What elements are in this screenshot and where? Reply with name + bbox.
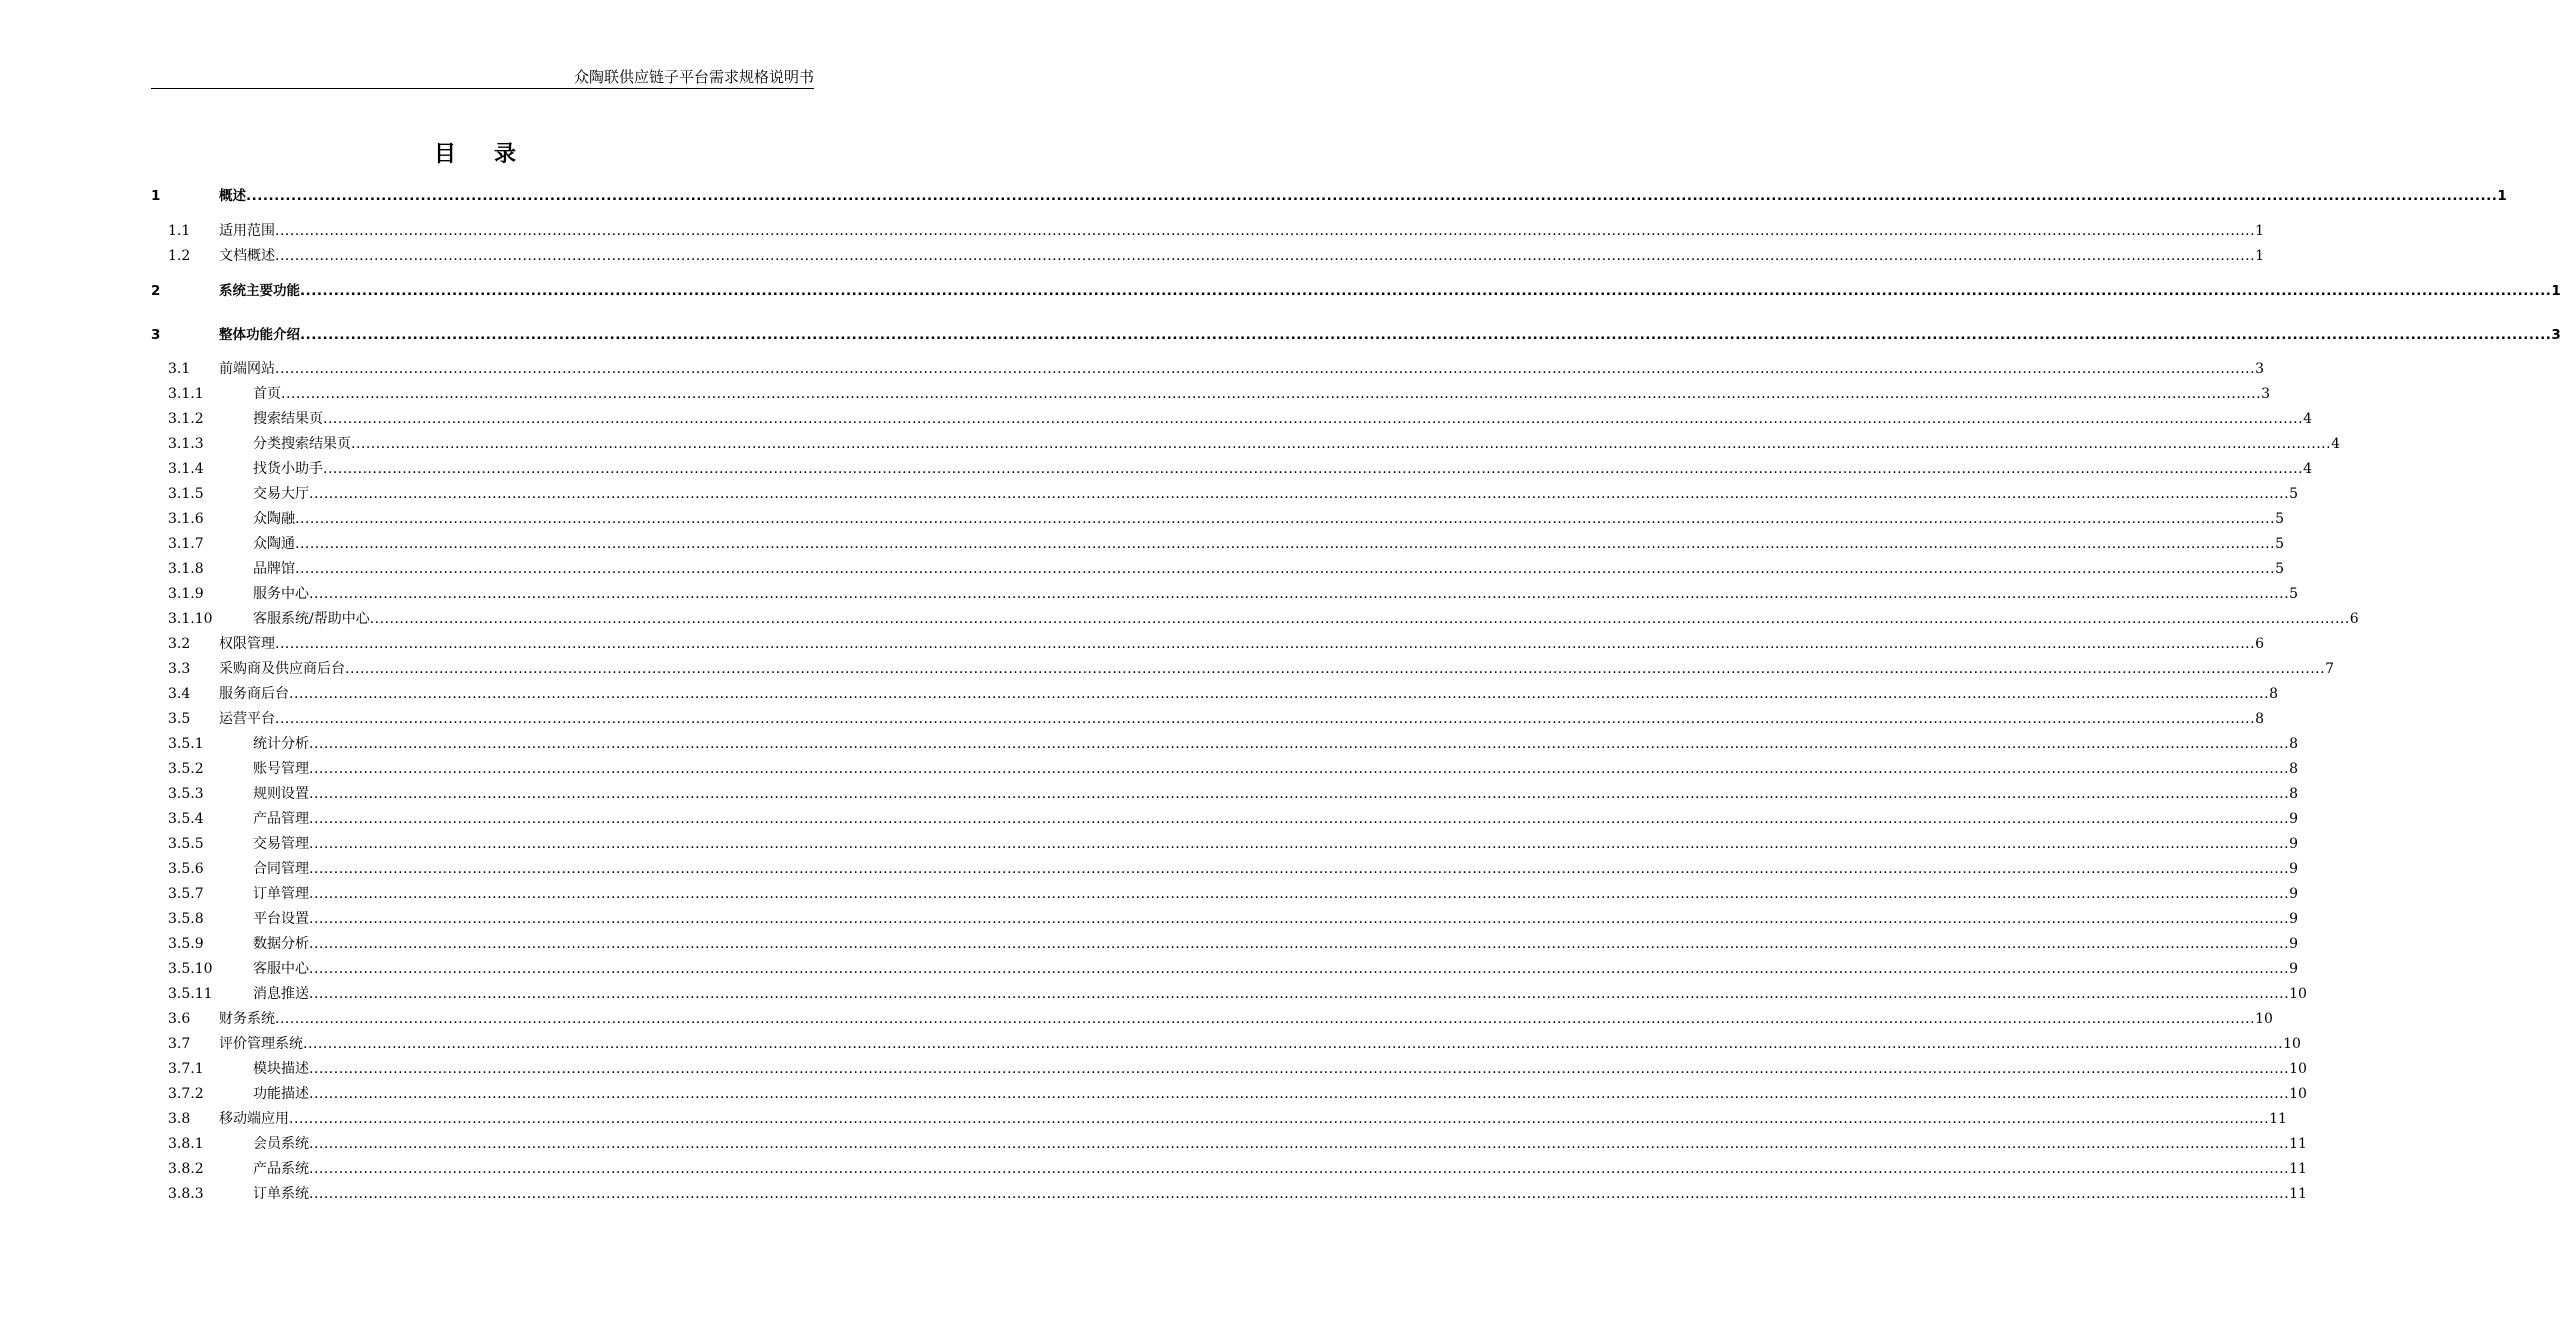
- dot-leader: ................................................................................................................................................................................................................................................................................................................................................................................................................: [309, 1061, 2290, 1077]
- toc-entry-title: 移动端应用: [219, 1111, 289, 1127]
- toc-entry-number: 3.5.9: [168, 936, 204, 952]
- toc-entry-title: 服务中心: [253, 586, 309, 602]
- dot-leader: ................................................................................................................................................................................................................................................................................................................................................................................................................: [275, 248, 2256, 264]
- toc-entry-title: 采购商及供应商后台: [219, 661, 345, 677]
- toc-entry-page: 9: [2289, 911, 2298, 927]
- toc-entry[interactable]: [151, 220, 2264, 242]
- toc-entry-page: 10: [2255, 1011, 2273, 1027]
- dot-leader: ................................................................................................................................................................................................................................................................................................................................................................................................................: [309, 1186, 2290, 1202]
- toc-entry-number: 3.1.9: [168, 586, 204, 602]
- toc-entry-number: 3.5.4: [168, 811, 204, 827]
- toc-entry[interactable]: [151, 533, 2284, 555]
- toc-entry-title: 订单管理: [253, 886, 309, 902]
- dot-leader: ................................................................................................................................................................................................................................................................................................................................................................................................................: [369, 611, 2350, 627]
- toc-entry-number: 3.4: [168, 686, 191, 702]
- toc-entry-title: 品牌馆: [253, 561, 295, 577]
- toc-entry-page: 11: [2289, 1161, 2307, 1177]
- dot-leader: ................................................................................................................................................................................................................................................................................................................................................................................................................: [309, 886, 2290, 902]
- dot-leader: ................................................................................................................................................................................................................................................................................................................................................................................................................: [289, 1111, 2270, 1127]
- toc-entry-page: 9: [2289, 811, 2298, 827]
- toc-entry-number: 3.1: [168, 361, 191, 377]
- toc-entry-title: 权限管理: [219, 636, 275, 652]
- dot-leader: ................................................................................................................................................................................................................................................................................................................................................................................................................: [309, 836, 2290, 852]
- toc-entry-title: 会员系统: [253, 1136, 309, 1152]
- dot-leader: ................................................................................................................................................................................................................................................................................................................................................................................................................: [309, 861, 2290, 877]
- toc-entry-page: 3: [2261, 386, 2270, 402]
- toc-entry-page: 11: [2269, 1111, 2287, 1127]
- toc-entry-number: 3.5.6: [168, 861, 204, 877]
- toc-entry-number: 3.5.7: [168, 886, 204, 902]
- toc-entry-number: 3.1.1: [168, 386, 204, 402]
- toc-entry-page: 4: [2331, 436, 2340, 452]
- toc-entry[interactable]: [151, 958, 2298, 980]
- dot-leader: ................................................................................................................................................................................................................................................................................................................................................................................................................: [309, 911, 2290, 927]
- toc-entry-number: 3.1.8: [168, 561, 204, 577]
- dot-leader: ................................................................................................................................................................................................................................................................................................................................................................................................................: [275, 361, 2256, 377]
- toc-entry[interactable]: [151, 383, 2270, 405]
- toc-entry-page: 1: [2255, 248, 2264, 264]
- toc-entry-title: 数据分析: [253, 936, 309, 952]
- toc-entry[interactable]: [151, 833, 2298, 855]
- toc-entry-number: 3.3: [168, 661, 191, 677]
- toc-entry-page: 8: [2289, 786, 2298, 802]
- toc-entry-page: 3: [2551, 327, 2561, 343]
- dot-leader: ................................................................................................................................................................................................................................................................................................................................................................................................................: [309, 761, 2290, 777]
- toc-entry[interactable]: [151, 933, 2298, 955]
- dot-leader: ................................................................................................................................................................................................................................................................................................................................................................................................................: [300, 283, 2552, 299]
- toc-entry[interactable]: [151, 1183, 2307, 1205]
- toc-entry-number: 3.8: [168, 1111, 191, 1127]
- toc-entry-number: 3.1.3: [168, 436, 204, 452]
- toc-entry-number: 3.1.7: [168, 536, 204, 552]
- toc-entry-number: 3.1.4: [168, 461, 204, 477]
- toc-entry-title: 服务商后台: [219, 686, 289, 702]
- toc-entry-title: 评价管理系统: [219, 1036, 303, 1052]
- toc-entry-page: 5: [2289, 586, 2298, 602]
- toc-entry-title: 模块描述: [253, 1061, 309, 1077]
- toc-entry-title: 交易管理: [253, 836, 309, 852]
- toc-entry-page: 7: [2325, 661, 2334, 677]
- toc-entry[interactable]: [151, 185, 2507, 207]
- dot-leader: ................................................................................................................................................................................................................................................................................................................................................................................................................: [309, 961, 2290, 977]
- toc-entry-page: 10: [2289, 1086, 2307, 1102]
- dot-leader: ................................................................................................................................................................................................................................................................................................................................................................................................................: [300, 327, 2552, 343]
- toc-entry-title: 众陶通: [253, 536, 295, 552]
- dot-leader: ................................................................................................................................................................................................................................................................................................................................................................................................................: [289, 686, 2270, 702]
- toc-entry-page: 3: [2255, 361, 2264, 377]
- toc-entry-number: 3.5.2: [168, 761, 204, 777]
- toc-entry-number: 3.5.1: [168, 736, 204, 752]
- toc-entry-page: 10: [2289, 1061, 2307, 1077]
- toc-entry[interactable]: [151, 608, 2359, 630]
- toc-entry-number: 2: [151, 283, 161, 299]
- toc-entry-title: 前端网站: [219, 361, 275, 377]
- toc-entry[interactable]: [151, 358, 2264, 380]
- toc-entry-number: 3.1.2: [168, 411, 204, 427]
- toc-entry-number: 3.5.11: [168, 986, 213, 1002]
- toc-entry[interactable]: [151, 1083, 2307, 1105]
- toc-entry-number: 3.5.10: [168, 961, 213, 977]
- toc-entry-page: 8: [2289, 761, 2298, 777]
- dot-leader: ................................................................................................................................................................................................................................................................................................................................................................................................................: [246, 188, 2498, 204]
- toc-entry-number: 3.6: [168, 1011, 191, 1027]
- dot-leader: ................................................................................................................................................................................................................................................................................................................................................................................................................: [309, 936, 2290, 952]
- toc-entry[interactable]: [151, 858, 2298, 880]
- dot-leader: ................................................................................................................................................................................................................................................................................................................................................................................................................: [309, 486, 2290, 502]
- toc-entry-title: 消息推送: [253, 986, 309, 1002]
- toc-entry[interactable]: [151, 280, 2561, 302]
- toc-entry-title: 规则设置: [253, 786, 309, 802]
- toc-entry-number: 3.1.10: [168, 611, 213, 627]
- toc-entry-number: 3.5: [168, 711, 191, 727]
- toc-entry-title: 众陶融: [253, 511, 295, 527]
- page-header: [151, 66, 814, 89]
- toc-entry-title: 产品管理: [253, 811, 309, 827]
- toc-entry[interactable]: [151, 433, 2340, 455]
- toc-entry[interactable]: [151, 483, 2298, 505]
- toc-entry-title: 首页: [253, 386, 281, 402]
- toc-entry-number: 1: [151, 188, 161, 204]
- toc-entry-title: 平台设置: [253, 911, 309, 927]
- dot-leader: ................................................................................................................................................................................................................................................................................................................................................................................................................: [295, 561, 2276, 577]
- dot-leader: ................................................................................................................................................................................................................................................................................................................................................................................................................: [345, 661, 2326, 677]
- toc-entry[interactable]: [151, 1058, 2307, 1080]
- toc-entry-title: 找货小助手: [253, 461, 323, 477]
- toc-entry[interactable]: [151, 324, 2561, 346]
- toc-entry-number: 3.1.6: [168, 511, 204, 527]
- toc-entry-title: 运营平台: [219, 711, 275, 727]
- toc-entry-number: 1.2: [168, 248, 191, 264]
- toc-entry-title: 系统主要功能: [219, 283, 300, 299]
- toc-entry-page: 1: [2497, 188, 2507, 204]
- toc-entry-title: 适用范围: [219, 223, 275, 239]
- toc-entry-number: 3.8.1: [168, 1136, 204, 1152]
- toc-entry-page: 5: [2275, 511, 2284, 527]
- toc-entry-page: 6: [2255, 636, 2264, 652]
- toc-entry-page: 1: [2551, 283, 2561, 299]
- toc-entry-title: 合同管理: [253, 861, 309, 877]
- toc-entry-number: 3.5.5: [168, 836, 204, 852]
- toc-entry-page: 10: [2283, 1036, 2301, 1052]
- toc-entry-page: 5: [2275, 561, 2284, 577]
- toc-entry[interactable]: [151, 1008, 2273, 1030]
- toc-entry[interactable]: [151, 708, 2264, 730]
- document-title: 众陶联供应链子平台需求规格说明书: [573, 68, 814, 86]
- dot-leader: ................................................................................................................................................................................................................................................................................................................................................................................................................: [275, 1011, 2256, 1027]
- toc-entry[interactable]: [151, 245, 2264, 267]
- toc-entry-title: 账号管理: [253, 761, 309, 777]
- dot-leader: ................................................................................................................................................................................................................................................................................................................................................................................................................: [309, 1136, 2290, 1152]
- toc-entry[interactable]: [151, 733, 2298, 755]
- toc-entry-number: 3.5.8: [168, 911, 204, 927]
- toc-entry-title: 概述: [219, 188, 246, 204]
- dot-leader: ................................................................................................................................................................................................................................................................................................................................................................................................................: [295, 536, 2276, 552]
- toc-entry-title: 搜索结果页: [253, 411, 323, 427]
- dot-leader: ................................................................................................................................................................................................................................................................................................................................................................................................................: [309, 736, 2290, 752]
- toc-entry-page: 9: [2289, 861, 2298, 877]
- toc-entry-number: 3.7.1: [168, 1061, 204, 1077]
- toc-entry-title: 交易大厅: [253, 486, 309, 502]
- dot-leader: ................................................................................................................................................................................................................................................................................................................................................................................................................: [309, 786, 2290, 802]
- toc-entry[interactable]: [151, 1108, 2287, 1130]
- dot-leader: ................................................................................................................................................................................................................................................................................................................................................................................................................: [309, 986, 2290, 1002]
- toc-entry[interactable]: [151, 808, 2298, 830]
- toc-entry-number: 3.1.5: [168, 486, 204, 502]
- toc-entry-page: 11: [2289, 1186, 2307, 1202]
- toc-entry-page: 10: [2289, 986, 2307, 1002]
- toc-entry-page: 4: [2303, 411, 2312, 427]
- toc-entry[interactable]: [151, 658, 2334, 680]
- toc-entry-number: 3.8.3: [168, 1186, 204, 1202]
- toc-entry-page: 11: [2289, 1136, 2307, 1152]
- toc-entry-page: 1: [2255, 223, 2264, 239]
- toc-entry[interactable]: [151, 583, 2298, 605]
- toc-entry-page: 4: [2303, 461, 2312, 477]
- toc-entry-title: 客服系统/帮助中心: [253, 611, 370, 627]
- toc-entry-number: 3.2: [168, 636, 191, 652]
- toc-title: 目录: [433, 141, 554, 167]
- toc-entry-page: 9: [2289, 936, 2298, 952]
- toc-entry-page: 8: [2289, 736, 2298, 752]
- toc-entry[interactable]: [151, 758, 2298, 780]
- toc-entry-title: 产品系统: [253, 1161, 309, 1177]
- toc-entry-page: 9: [2289, 886, 2298, 902]
- toc-entry-page: 9: [2289, 836, 2298, 852]
- toc-entry[interactable]: [151, 983, 2307, 1005]
- toc-entry[interactable]: [151, 1158, 2307, 1180]
- toc-entry[interactable]: [151, 458, 2312, 480]
- toc-entry-title: 功能描述: [253, 1086, 309, 1102]
- toc-entry-title: 分类搜索结果页: [253, 436, 351, 452]
- dot-leader: ................................................................................................................................................................................................................................................................................................................................................................................................................: [309, 586, 2290, 602]
- toc-entry-number: 3.5.3: [168, 786, 204, 802]
- toc-entry-number: 3.8.2: [168, 1161, 204, 1177]
- toc-entry-page: 6: [2349, 611, 2359, 627]
- dot-leader: ................................................................................................................................................................................................................................................................................................................................................................................................................: [295, 511, 2276, 527]
- dot-leader: ................................................................................................................................................................................................................................................................................................................................................................................................................: [309, 1161, 2290, 1177]
- dot-leader: ................................................................................................................................................................................................................................................................................................................................................................................................................: [309, 1086, 2290, 1102]
- toc-entry-page: 5: [2289, 486, 2298, 502]
- toc-entry[interactable]: [151, 508, 2284, 530]
- dot-leader: ................................................................................................................................................................................................................................................................................................................................................................................................................: [275, 636, 2256, 652]
- dot-leader: ................................................................................................................................................................................................................................................................................................................................................................................................................: [275, 223, 2256, 239]
- toc-entry-page: 5: [2275, 536, 2284, 552]
- dot-leader: ................................................................................................................................................................................................................................................................................................................................................................................................................: [309, 811, 2290, 827]
- toc-entry[interactable]: [151, 1133, 2307, 1155]
- dot-leader: ................................................................................................................................................................................................................................................................................................................................................................................................................: [275, 711, 2256, 727]
- toc-entry-title: 整体功能介绍: [219, 327, 300, 343]
- toc-entry-title: 统计分析: [253, 736, 309, 752]
- toc-entry[interactable]: [151, 908, 2298, 930]
- toc-entry-number: 3.7.2: [168, 1086, 204, 1102]
- dot-leader: ................................................................................................................................................................................................................................................................................................................................................................................................................: [351, 436, 2332, 452]
- dot-leader: ................................................................................................................................................................................................................................................................................................................................................................................................................: [303, 1036, 2284, 1052]
- toc-entry[interactable]: [151, 683, 2278, 705]
- toc-entry-page: 9: [2289, 961, 2298, 977]
- toc-entry[interactable]: [151, 883, 2298, 905]
- toc-entry-title: 文档概述: [219, 248, 275, 264]
- dot-leader: ................................................................................................................................................................................................................................................................................................................................................................................................................: [281, 386, 2262, 402]
- toc-entry[interactable]: [151, 783, 2298, 805]
- toc-entry-page: 8: [2269, 686, 2278, 702]
- toc-entry-number: 3: [151, 327, 161, 343]
- dot-leader: ................................................................................................................................................................................................................................................................................................................................................................................................................: [323, 461, 2304, 477]
- toc-entry-number: 1.1: [168, 223, 191, 239]
- toc-entry[interactable]: [151, 408, 2312, 430]
- toc-entry-title: 客服中心: [253, 961, 309, 977]
- dot-leader: ................................................................................................................................................................................................................................................................................................................................................................................................................: [323, 411, 2304, 427]
- toc-entry-page: 8: [2255, 711, 2264, 727]
- toc-entry[interactable]: [151, 633, 2264, 655]
- toc-entry[interactable]: [151, 1033, 2301, 1055]
- toc-entry-title: 财务系统: [219, 1011, 275, 1027]
- toc-entry-title: 订单系统: [253, 1186, 309, 1202]
- toc-entry[interactable]: [151, 558, 2284, 580]
- toc-entry-number: 3.7: [168, 1036, 191, 1052]
